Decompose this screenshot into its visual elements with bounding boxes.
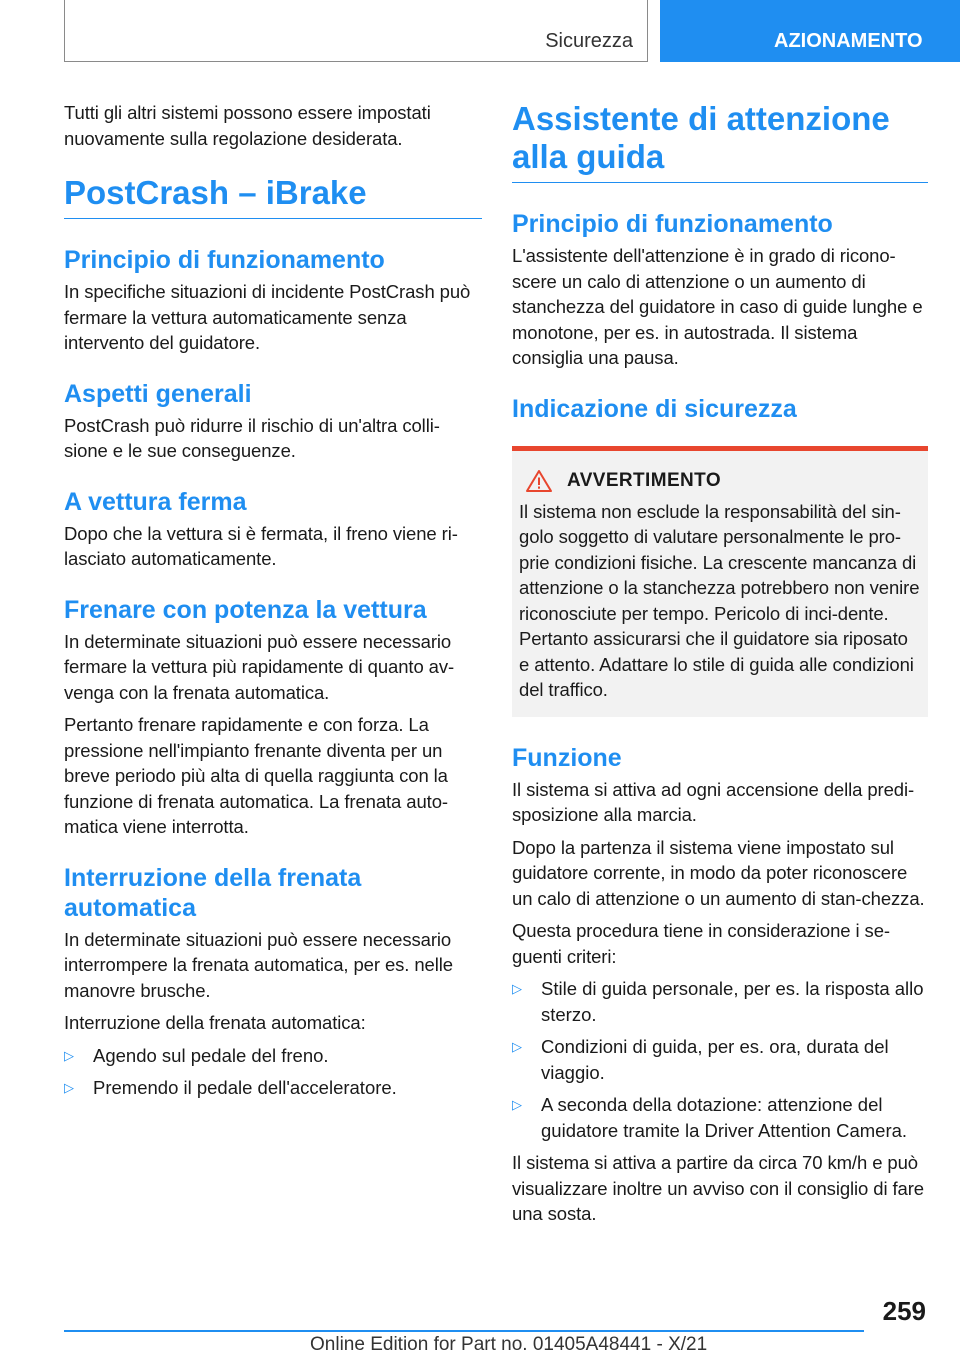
list-item-text: Condizioni di guida, per es. ora, durata del viaggio. bbox=[541, 1036, 889, 1083]
triangle-bullet-icon: ▷ bbox=[512, 1039, 522, 1054]
list-item bbox=[64, 1043, 482, 1069]
interruption-list bbox=[64, 1043, 482, 1101]
triangle-bullet-icon: ▷ bbox=[64, 1080, 74, 1095]
list-item bbox=[64, 1075, 482, 1101]
hard-braking-text-1: In determinate situazioni può essere necessario fermare la vettura più rapidamente di quanto av-venga con la frenata automatica. bbox=[64, 630, 455, 703]
list-item bbox=[512, 976, 928, 1027]
list-item-text: Agendo sul pedale del freno. bbox=[93, 1044, 329, 1066]
interruption-text-1: In determinate situazioni può essere necessario interrompere la frenata automatica, per es. nelle manovre brusche. bbox=[64, 928, 453, 1001]
warning-title: AVVERTIMENTO bbox=[567, 469, 721, 491]
hard-braking-heading: Frenare con potenza la vettura bbox=[64, 595, 427, 624]
attention-assistant-title: Assistente di attenzione alla guida bbox=[512, 100, 928, 183]
chapter-tab bbox=[660, 0, 960, 62]
function-text-3: Questa procedura tiene in considerazione i se-guenti criteri: bbox=[512, 920, 890, 967]
warning-box bbox=[512, 446, 928, 717]
spacer bbox=[64, 579, 482, 595]
interruption-text-2: Interruzione della frenata automatica: bbox=[64, 1012, 366, 1033]
edition-footer: Online Edition for Part no. 01405A48441 - X/21 bbox=[310, 1334, 708, 1355]
triangle-bullet-icon: ▷ bbox=[64, 1047, 74, 1063]
section-label: Sicurezza bbox=[545, 30, 633, 52]
spacer bbox=[64, 471, 482, 487]
list-item-text: A seconda della dotazione: attenzione del guidatore tramite la Driver Attention Camera. bbox=[541, 1094, 908, 1141]
chapter-label: AZIONAMENTO bbox=[774, 30, 923, 52]
general-heading: Aspetti generali bbox=[64, 379, 252, 408]
general-text: PostCrash può ridurre il rischio di un'altra colli-sione e le sue conseguenze. bbox=[64, 414, 440, 461]
list-item bbox=[512, 1092, 928, 1143]
function-text-1: Il sistema si attiva ad ogni accensione della predi-sposizione alla marcia. bbox=[512, 778, 915, 825]
warning-text: Il sistema non esclude la responsabilità del sin-golo soggetto di valutare personalmente le pro-prie condizioni fisiche. La crescente mancanza di attenzione o la stanchezza potrebbero non venire riconosciute per tempo. Pericolo di inci-dente. Pertanto assicurarsi che il guidatore sia riposato e attento. Adattare lo stile di guida alle condizioni del traffico. bbox=[519, 500, 920, 700]
spacer bbox=[64, 847, 482, 863]
criteria-list bbox=[512, 976, 928, 1143]
right-column bbox=[512, 100, 928, 1234]
stopped-heading: A vettura ferma bbox=[64, 487, 247, 516]
postcrash-title: PostCrash – iBrake bbox=[64, 174, 482, 219]
left-column bbox=[64, 100, 482, 1108]
footer-divider bbox=[64, 1330, 864, 1332]
spacer bbox=[64, 363, 482, 379]
attention-principle-heading: Principio di funzionamento bbox=[512, 210, 833, 238]
postcrash-principle-text: In specifiche situazioni di incidente PostCrash può fermare la vettura automaticamente senza intervento del guidatore. bbox=[64, 281, 471, 353]
hard-braking-text-2: Pertanto frenare rapidamente e con forza. La pressione nell'impianto frenante diventa per un breve periodo più alta di quella raggiunta con la funzione di frenata automatica. La frenata auto-matica viene interrotta. bbox=[64, 714, 448, 837]
function-heading: Funzione bbox=[512, 743, 622, 772]
function-text-2: Dopo la partenza il sistema viene impostato sul guidatore corrente, in modo da poter riconoscere un calo di attenzione o un aumento di stan-chezza. bbox=[512, 836, 925, 909]
postcrash-principle-heading: Principio di funzionamento bbox=[64, 246, 385, 274]
page-number: 259 bbox=[882, 1296, 926, 1326]
section-tab bbox=[64, 0, 648, 62]
list-item bbox=[512, 1034, 928, 1085]
interruption-heading: Interruzione della frenata automatica bbox=[64, 863, 362, 922]
intro-paragraph: Tutti gli altri sistemi possono essere impostati nuovamente sulla regolazione desiderata. bbox=[64, 102, 431, 149]
warning-triangle-icon bbox=[525, 469, 553, 493]
safety-heading: Indicazione di sicurezza bbox=[512, 394, 797, 423]
spacer bbox=[512, 378, 928, 394]
triangle-bullet-icon: ▷ bbox=[512, 981, 522, 996]
function-text-4: Il sistema si attiva a partire da circa 70 km/h e può visualizzare inoltre un avviso con il consiglio di fare una sosta. bbox=[512, 1152, 924, 1224]
list-item-text: Premendo il pedale dell'acceleratore. bbox=[93, 1077, 397, 1098]
triangle-bullet-icon: ▷ bbox=[512, 1097, 522, 1112]
spacer bbox=[64, 158, 482, 174]
stopped-text: Dopo che la vettura si è fermata, il freno viene ri-lasciato automaticamente. bbox=[64, 522, 458, 569]
list-item-text: Stile di guida personale, per es. la risposta allo sterzo. bbox=[541, 978, 924, 1025]
attention-principle-text: L'assistente dell'attenzione è in grado di ricono-scere un calo di attenzione o un aumento di stanchezza del guidatore in caso di guide lunghe e monotone, per es. in autostrada. Il sistema consiglia una pausa. bbox=[512, 245, 923, 368]
warning-header bbox=[519, 469, 920, 493]
